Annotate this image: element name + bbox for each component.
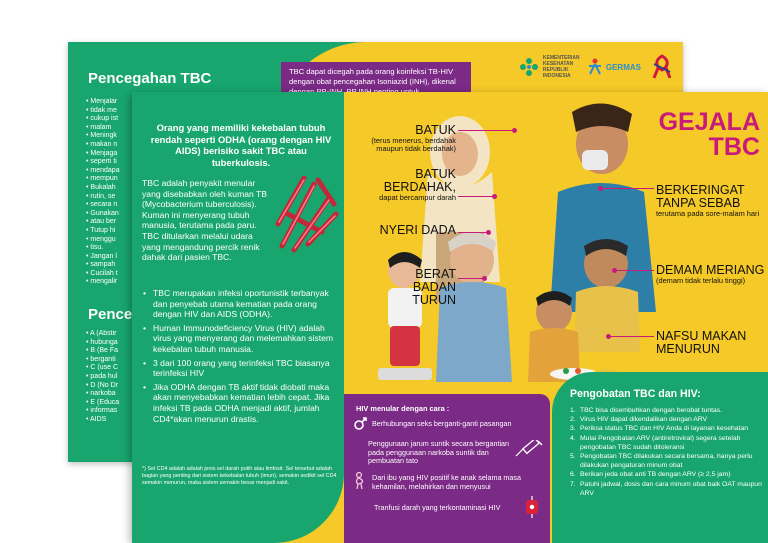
connector-dot (606, 334, 611, 339)
list-item: • Gunakan (86, 210, 132, 219)
list-item: • Tutup hi (86, 227, 132, 236)
list-item: • menggu (86, 236, 132, 245)
treatment-item (570, 415, 768, 424)
symptom-nyeri-dada-label: NYERI DADA (379, 223, 456, 237)
ribbon-icon (651, 54, 673, 80)
list-number: 2. (570, 416, 576, 424)
pregnant-icon (352, 472, 368, 490)
hiv-transmission-box (344, 394, 550, 543)
back-prevention-list (86, 98, 132, 287)
fact-item: • Human Immunodeficiency Virus (HIV) adalah virus yang menyerang dan melemahkan sistem kekebalan tubuh manusia. (142, 323, 338, 355)
symptom-nafsu-makan (656, 330, 766, 356)
symptom-batuk-berdahak-label: BATUK BERDAHAK, (383, 167, 456, 194)
list-item: • pada hul (86, 373, 132, 382)
fact-item: • TBC merupakan infeksi oportunistik terbanyak dan penyebab utama kematian pada orang dengan HIV dan AIDS (ODHA). (142, 288, 338, 320)
symptom-berkeringat-label: BERKERINGAT TANPA SEBAB (656, 183, 745, 210)
hiv-way-seks: Berhubungan seks berganti-ganti pasangan (372, 419, 512, 428)
list-item: • mengalir (86, 278, 132, 287)
list-item: • C (use C (86, 364, 132, 373)
list-item: • berganti (86, 356, 132, 365)
list-item: • rutin, se (86, 193, 132, 202)
list-item: • narkoba (86, 390, 132, 399)
list-item: • mendapa (86, 167, 132, 176)
treatment-item-text: TBC bisa disembuhkan dengan berobat tuntas. (580, 407, 723, 414)
connector-nyeri-dada (458, 232, 488, 233)
treatment-item-text: Mulai Pengobatan ARV (antiretroviral) segera setelah pengobatan TBC sudah ditoleransi (580, 434, 741, 451)
list-item: • Menjalar (86, 98, 132, 107)
list-number: 1. (570, 407, 576, 414)
treatment-box (552, 372, 768, 543)
connector-nafsu (610, 336, 654, 337)
list-item: • AIDS (86, 416, 132, 425)
connector-dot (612, 268, 617, 273)
list-number: 7. (570, 480, 576, 488)
symptom-demam (656, 264, 766, 285)
treatment-item (570, 406, 768, 415)
list-number: 5. (570, 453, 576, 461)
treatment-item-text: Virus HIV dapat dikendalikan dengan ARV (580, 416, 708, 424)
treatment-list (570, 406, 768, 498)
list-item: • atau ber (86, 218, 132, 227)
connector-berat-badan (458, 278, 484, 279)
symptom-berkeringat (656, 184, 766, 218)
symptom-demam-note: (demam tidak terlalu tinggi) (656, 276, 746, 285)
fact-item: • Jika ODHA dengan TB aktif tidak diobati maka akan menyebabkan kematian lebih cepat. Jika infeksi TB pada ODHA menjadi aktif, jumlah CD4*akan menurun drastis. (142, 382, 338, 424)
cd4-footnote: *) Sel CD4 adalah adalah jenis sel darah putih atau limfosit. Sel tersebut adalah bagian yang penting dari sistem kekebalan tubuh (imun), semakin sedikit sel CD4 semakin menurun, maka sistem semakin besar menjadi sakit. (142, 466, 337, 486)
list-item: • Meningk (86, 132, 132, 141)
germas-figure-icon (587, 58, 603, 76)
connector-batuk-berdahak (458, 196, 494, 197)
hiv-box-title: HIV menular dengan cara : (356, 404, 450, 413)
list-item: • Bukalah (86, 184, 132, 193)
symptom-batuk-berdahak (348, 168, 456, 202)
gejala-title-line1: GEJALA (658, 108, 760, 136)
back-ppinh-box: TBC dapat dicegah pada orang koinfeksi TB-HIV dengan obat pencegahan Isoniazid (INH), dikenal (281, 62, 471, 104)
gender-icon (352, 416, 368, 432)
list-item: • Menjaga (86, 150, 132, 159)
symptom-berat-badan (376, 268, 456, 307)
list-item: • Jangan l (86, 253, 132, 262)
connector-dot (598, 186, 603, 191)
intro-heading: Orang yang memiliki kekebalan tubuh rendah seperti ODHA (orang dengan HIV AIDS) berisiko sakit TBC atau tuberkulosis. (150, 122, 332, 168)
list-item: • D (No Dr (86, 382, 132, 391)
tb-bacteria-icon (274, 174, 342, 254)
symptom-batuk-label: BATUK (415, 123, 456, 137)
treatment-item (570, 480, 768, 498)
hiv-way-transfusi: Tranfusi darah yang terkontaminasi HIV (374, 503, 501, 512)
list-item: • tisu. (86, 244, 132, 253)
treatment-item-text: Berikan jeda obat anti TB dengan ARV (≥ 2,5 jam) (580, 471, 731, 479)
list-item: • A (Abstir (86, 330, 132, 339)
list-number: 4. (570, 434, 576, 442)
back-title-pencegahan: Pencegahan TBC (88, 70, 212, 87)
symptom-nafsu-makan-label: NAFSU MAKAN MENURUN (656, 329, 747, 356)
list-item: • mempun (86, 175, 132, 184)
treatment-item-text: Periksa status TBC dan HIV Anda di layanan kesehatan (580, 425, 749, 433)
list-item: • makan n (86, 141, 132, 150)
ribbon-logo (651, 54, 673, 80)
treatment-item (570, 424, 768, 433)
syringe-icon (514, 440, 544, 458)
kemenkes-logo (518, 55, 580, 79)
gejala-title (659, 110, 760, 160)
logo-row (518, 54, 673, 80)
back-abcde-list (86, 330, 132, 425)
list-item: • secara n (86, 201, 132, 210)
list-item: • sampah (86, 261, 132, 270)
symptom-batuk-berdahak-note: dapat bercampur darah (379, 193, 456, 202)
tbc-hiv-facts-list (142, 288, 338, 427)
blood-bag-icon (524, 496, 540, 518)
connector-berkeringat (602, 188, 654, 189)
kemenkes-icon (518, 56, 540, 78)
connector-dot (482, 276, 487, 281)
connector-demam (616, 270, 654, 271)
symptom-berat-badan-label: BERAT BADAN TURUN (412, 267, 456, 307)
kemenkes-text: KEMENTERIAN KESEHATAN REPUBLIK INDONESIA (542, 55, 580, 79)
germas-logo (587, 58, 641, 76)
symptom-demam-label: DEMAM MERIANG (656, 263, 765, 277)
symptom-batuk (354, 124, 456, 154)
connector-dot (492, 194, 497, 199)
germas-text: GERMAS (605, 62, 641, 72)
list-number: 3. (570, 425, 576, 433)
hiv-way-jarum: Penggunaan jarum suntik secara bergantian pada penggunaan narkoba suntik dan pembuatan tato (368, 439, 510, 466)
connector-dot (512, 128, 517, 133)
hiv-way-ibu: Dari ibu yang HIV positif ke anak selama masa kehamilan, melahirkan dan menyusui (372, 473, 522, 491)
back-title-pence: Pence (88, 306, 133, 323)
gejala-title-line2: TBC (708, 133, 760, 161)
treatment-item (570, 470, 768, 479)
treatment-item (570, 452, 768, 470)
symptom-nyeri-dada (358, 224, 456, 237)
list-item: • malam (86, 124, 132, 133)
list-item: • hubunga (86, 339, 132, 348)
list-item: • seperti ti (86, 158, 132, 167)
treatment-title: Pengobatan TBC dan HIV: (570, 388, 701, 400)
treatment-item-text: Patuhi jadwal, dosis dan cara minum obat baik OAT maupun ARV (580, 480, 762, 497)
tbc-description: TBC adalah penyakit menular yang disebabkan oleh kuman TB (Mycobacterium tuberculosis). Kuman ini menyerang tubuh manusia, terutama pada paru. TBC ditularkan melalui udara yang mengandung percik renik dahak dari pasien TBC. (142, 178, 268, 263)
symptom-batuk-note: (terus menerus, berdahak maupun tidak berdahak) (371, 136, 456, 154)
fact-item: • 3 dari 100 orang yang terinfeksi TBC biasanya terinfeksi HIV (142, 358, 338, 379)
list-number: 6. (570, 471, 576, 479)
list-item: • B (Be Fa (86, 347, 132, 356)
list-item: • cukup ist (86, 115, 132, 124)
list-item: • tidak me (86, 107, 132, 116)
connector-dot (486, 230, 491, 235)
list-item: • E (Educa (86, 399, 132, 408)
connector-batuk (458, 130, 514, 131)
front-brochure-panel (132, 92, 768, 543)
treatment-item (570, 434, 768, 452)
list-item: • Cucilah t (86, 270, 132, 279)
symptom-berkeringat-note: terutama pada sore-malam hari (656, 209, 760, 218)
treatment-item-text: Pengobatan TBC dilakukan secara bersama, hanya perlu dilakukan pengaturan minum obat (580, 453, 753, 470)
list-item: • informas (86, 407, 132, 416)
